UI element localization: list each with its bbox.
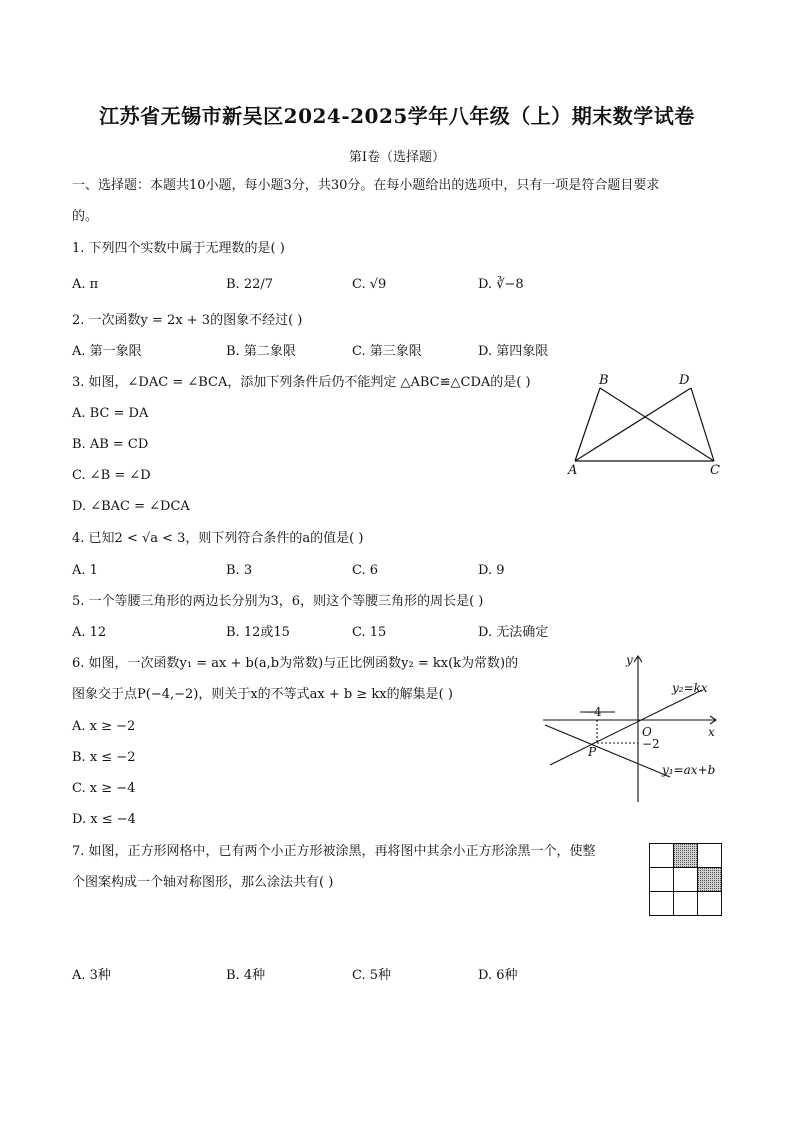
- label-minus-4: −4: [584, 705, 602, 719]
- label-minus-2: −2: [642, 737, 660, 751]
- q3-label-b: B: [599, 373, 609, 388]
- shaded-cell-1: [674, 844, 698, 868]
- question-6-option-c[interactable]: C. x ≥ −4: [72, 781, 136, 796]
- question-3-option-c[interactable]: C. ∠B = ∠D: [72, 468, 151, 483]
- q3-label-a: A: [568, 463, 578, 478]
- label-y1: y₁=ax+b: [662, 763, 716, 777]
- question-6-option-d[interactable]: D. x ≤ −4: [72, 812, 136, 827]
- section-instruction-line2: 的。: [72, 209, 99, 224]
- question-1-option-d[interactable]: D. ∛−8: [478, 277, 524, 292]
- line-y2: [550, 690, 702, 765]
- question-5-option-c[interactable]: C. 15: [352, 625, 387, 640]
- section-instruction-line1: 一、选择题：本题共10小题，每小题3分，共30分。在每小题给出的选项中，只有一项是符合题目要求: [72, 178, 660, 193]
- label-origin: O: [642, 725, 652, 739]
- question-2-option-d[interactable]: D. 第四象限: [478, 344, 549, 359]
- question-5-option-d[interactable]: D. 无法确定: [478, 625, 549, 640]
- question-7-stem-line2: 个图案构成一个轴对称图形，那么涂法共有( ): [72, 875, 334, 890]
- question-7-grid: [648, 842, 724, 918]
- question-7-option-a[interactable]: A. 3种: [72, 968, 111, 983]
- question-7-stem: 7. 如图，正方形网格中，已有两个小正方形被涂黑，再将图中其余小正方形涂黑一个，使整: [72, 844, 596, 859]
- question-2-option-b[interactable]: B. 第二象限: [226, 344, 296, 359]
- label-p: P: [588, 745, 597, 759]
- question-6-graph: [540, 650, 725, 810]
- question-5-option-b[interactable]: B. 12或15: [226, 625, 290, 640]
- question-3-stem: 3. 如图，∠DAC = ∠BCA，添加下列条件后仍不能判定 △ABC≌△CDA的是( ): [72, 375, 531, 390]
- q3-label-c: C: [710, 463, 720, 478]
- question-7-option-c[interactable]: C. 5种: [352, 968, 392, 983]
- question-1-stem: 1. 下列四个实数中属于无理数的是( ): [72, 241, 285, 256]
- question-1-option-a[interactable]: A. π: [72, 277, 99, 292]
- question-2-option-c[interactable]: C. 第三象限: [352, 344, 422, 359]
- q3-label-d: D: [679, 373, 690, 388]
- question-4-option-b[interactable]: B. 3: [226, 563, 253, 578]
- question-5-stem: 5. 一个等腰三角形的两边长分别为3，6，则这个等腰三角形的周长是( ): [72, 594, 484, 609]
- question-7-option-d[interactable]: D. 6种: [478, 968, 518, 983]
- question-3-option-b[interactable]: B. AB = CD: [72, 437, 149, 452]
- label-y: y: [626, 653, 633, 667]
- question-3-figure: [560, 368, 730, 480]
- page-title: 江苏省无锡市新吴区2024-2025学年八年级（上）期末数学试卷: [99, 104, 695, 128]
- question-6-stem: 6. 如图，一次函数y₁ = ax + b(a,b为常数)与正比例函数y₂ = kx(k为常数)的: [72, 656, 519, 671]
- question-3-option-a[interactable]: A. BC = DA: [72, 406, 149, 421]
- question-4-stem: 4. 已知2 < √a < 3，则下列符合条件的a的值是( ): [72, 531, 364, 546]
- question-4-option-d[interactable]: D. 9: [478, 563, 505, 578]
- question-2-option-a[interactable]: A. 第一象限: [72, 344, 142, 359]
- label-x: x: [708, 725, 715, 739]
- question-4-option-c[interactable]: C. 6: [352, 563, 379, 578]
- question-1-option-b[interactable]: B. 22/7: [226, 277, 274, 292]
- question-5-option-a[interactable]: A. 12: [72, 625, 107, 640]
- question-1-option-c[interactable]: C. √9: [352, 277, 387, 292]
- question-7-option-b[interactable]: B. 4种: [226, 968, 266, 983]
- question-2-stem: 2. 一次函数y = 2x + 3的图象不经过( ): [72, 313, 303, 328]
- question-6-option-a[interactable]: A. x ≥ −2: [72, 719, 136, 734]
- question-4-option-a[interactable]: A. 1: [72, 563, 98, 578]
- question-3-option-d[interactable]: D. ∠BAC = ∠DCA: [72, 499, 190, 514]
- question-6-option-b[interactable]: B. x ≤ −2: [72, 750, 136, 765]
- shaded-cell-2: [698, 868, 722, 892]
- question-6-stem-line2: 图象交于点P(−4,−2)，则关于x的不等式ax + b ≥ kx的解集是( ): [72, 687, 453, 702]
- label-y2: y₂=kx: [672, 681, 708, 695]
- volume-heading: 第I卷（选择题）: [348, 150, 446, 165]
